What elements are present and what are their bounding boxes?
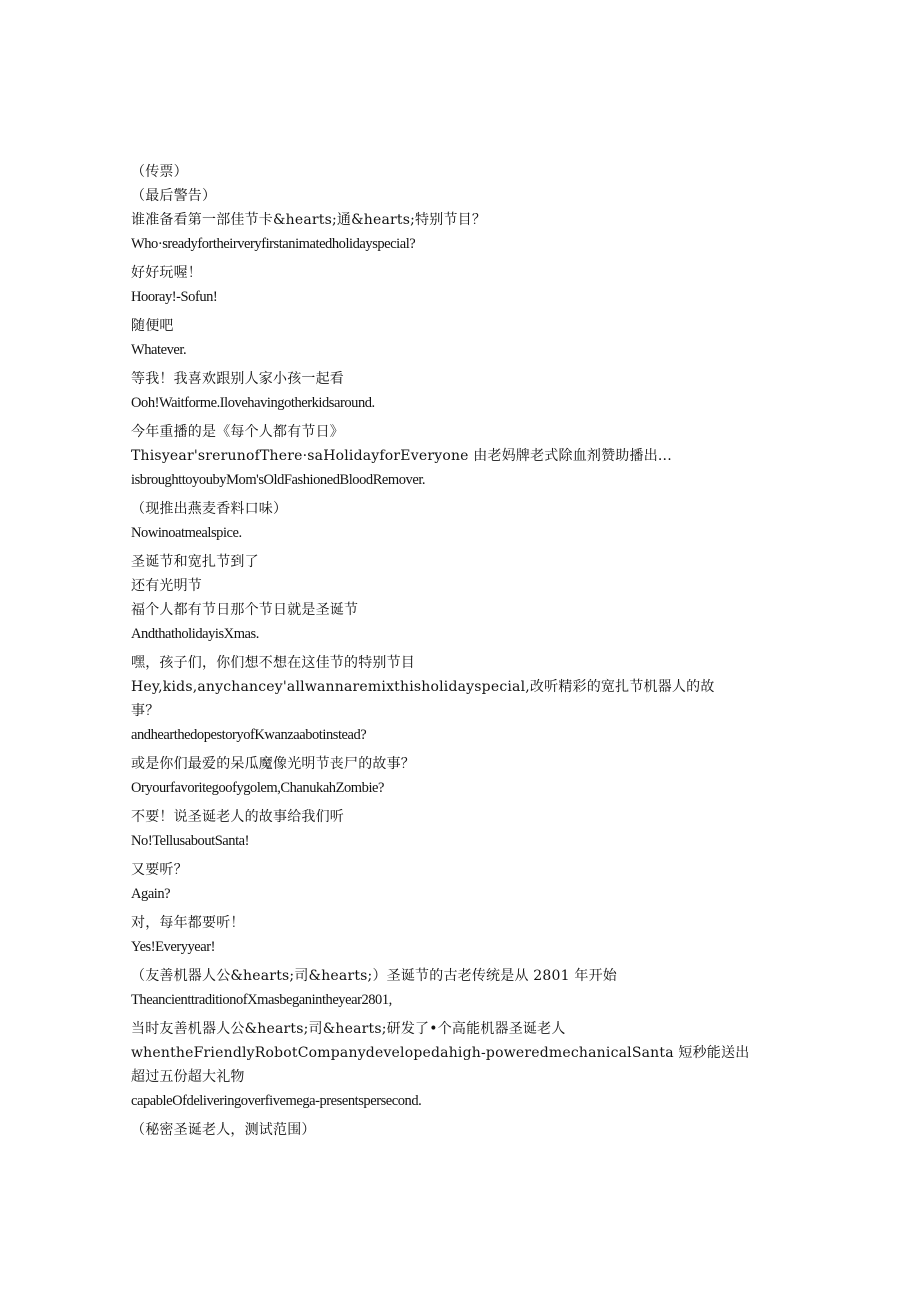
text-line: 好好玩喔！ [131,265,202,281]
text-line: 又要听？ [131,862,188,878]
text-line: isbroughttoyoubyMom'sOldFashionedBloodRemover. [131,472,426,488]
text-line: （现推出燕麦香料口味） [131,501,288,517]
text-line: Yes!Everyyear! [131,939,216,955]
text-line: Nowinoatmealspice. [131,525,242,541]
text-line: TheancienttraditionofXmasbeganintheyear2801, [131,992,392,1008]
text-line: Whatever. [131,342,187,358]
text-line: Ooh!Waitforme.Ilovehavingotherkidsaround. [131,395,375,411]
text-line: andhearthedopestoryofKwanzaabotinstead? [131,727,367,743]
text-line: （传票） [131,164,188,180]
text-line: Thisyear'srerunofThere·saHolidayforEveryone 由老妈牌老式除血剂赞助播出... [131,448,672,464]
text-line: Hooray!-Sofun! [131,289,218,305]
text-line: 事？ [131,703,160,719]
text-line: 谁准备看第一部佳节卡&hearts;通&hearts;特别节目？ [131,212,487,228]
text-line: 不要！说圣诞老人的故事给我们听 [131,809,344,825]
text-line: （秘密圣诞老人，测试范围） [131,1122,316,1138]
text-line: capableOfdeliveringoverfivemega-presentspersecond. [131,1093,422,1109]
text-line: 随便吧 [131,318,174,334]
text-line: whentheFriendlyRobotCompanydevelopedahigh-poweredmechanicalSanta 短秒能送出 [131,1045,750,1061]
text-line: （最后警告） [131,188,217,204]
text-line: 或是你们最爱的呆瓜魔像光明节丧尸的故事？ [131,756,415,772]
text-line: 今年重播的是《每个人都有节日》 [131,424,344,440]
text-line: 嘿，孩子们，你们想不想在这佳节的特别节目 [131,655,415,671]
text-line: 等我！我喜欢跟别人家小孩一起看 [131,371,344,387]
text-line: （友善机器人公&hearts;司&hearts;）圣诞节的古老传统是从 2801 年开始 [131,968,617,984]
text-line: No!TellusaboutSanta! [131,833,250,849]
text-line: Again? [131,886,171,902]
text-line: Oryourfavoritegoofygolem,ChanukahZombie? [131,780,384,796]
text-line: 福个人都有节日那个节日就是圣诞节 [131,602,359,618]
text-line: 对，每年都要听！ [131,915,245,931]
text-line: Who·sreadyfortheirveryfirstanimatedholidayspecial? [131,236,416,252]
text-line: 还有光明节 [131,578,202,594]
text-line: 圣诞节和宽扎节到了 [131,554,259,570]
text-line: Hey,kids,anychancey'allwannaremixthisholidayspecial,改听精彩的宽扎节机器人的故 [131,679,715,695]
text-line: 超过五份超大礼物 [131,1069,245,1085]
text-line: AndthatholidayisXmas. [131,626,259,642]
text-line: 当时友善机器人公&hearts;司&hearts;研发了•个高能机器圣诞老人 [131,1021,566,1037]
document-page [131,160,750,1142]
